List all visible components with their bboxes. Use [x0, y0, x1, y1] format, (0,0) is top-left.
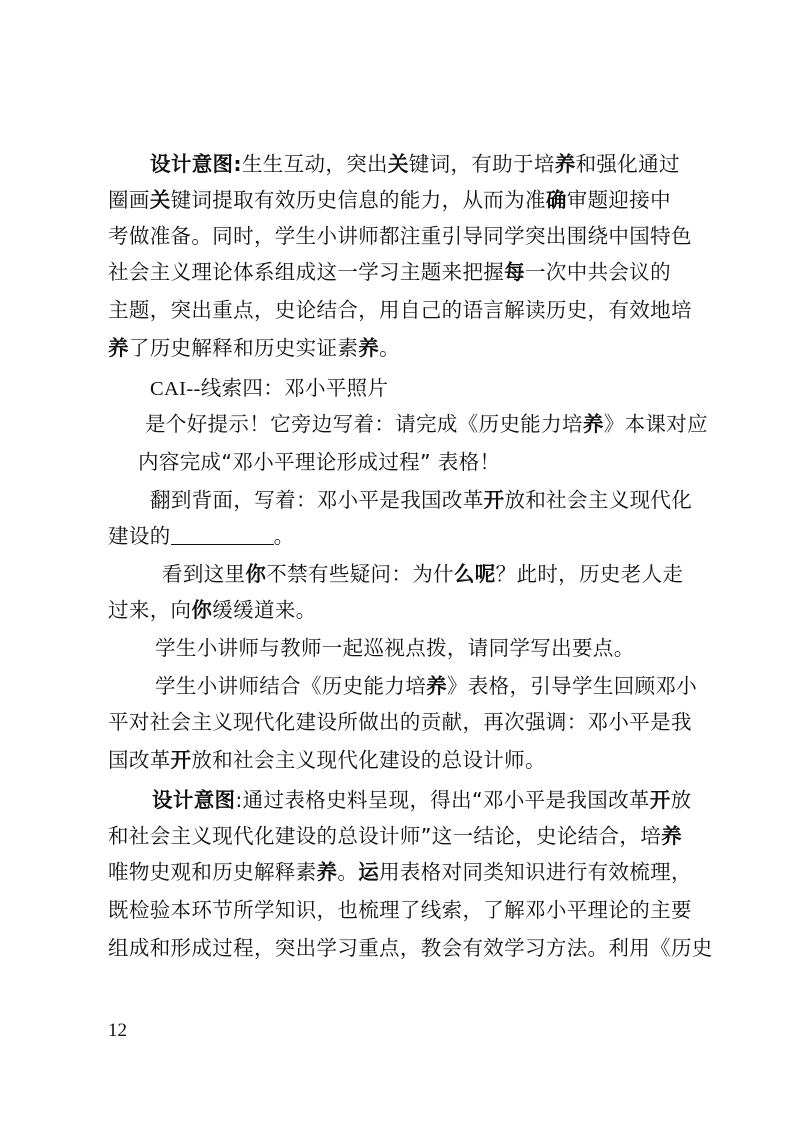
bold-run: 养: [554, 152, 576, 176]
text-line: [150, 150, 680, 178]
bold-run: 关: [387, 152, 409, 176]
text-run: 放和社会主义现代化: [504, 488, 693, 512]
design-intent-label: 设计意图:: [150, 152, 242, 176]
page-number: 12: [108, 1020, 127, 1041]
text-line: [108, 858, 692, 886]
bold-run: 运: [358, 860, 380, 884]
text-line: [152, 786, 692, 814]
bold-run: 开: [170, 748, 192, 772]
text-line: [155, 672, 697, 700]
text-line: [150, 486, 692, 514]
bold-run: 么呢: [453, 562, 496, 586]
text-run: 是个好提示！它旁边写着：请完成《历史能力培: [145, 412, 583, 436]
text-line: [108, 334, 400, 362]
text-line: 组成和形成过程，突出学习重点，教会有效学习方法。利用《历史: [108, 936, 713, 960]
text-run: 和强化通过: [575, 152, 680, 176]
text-run: 键词提取有效历史信息的能力，从而为准: [170, 188, 546, 212]
text-run: 放: [670, 788, 692, 812]
bold-run: 每: [504, 260, 526, 284]
bold-run: 你: [191, 598, 213, 622]
text-run: 生生互动，突出: [241, 152, 388, 176]
text-run: 过来，向: [108, 598, 192, 622]
text-run: 键词，有助于培: [408, 152, 555, 176]
text-line: [108, 746, 546, 774]
text-run: 一次中共会议的: [525, 260, 671, 284]
text-run: 社会主义理论体系组成这一学习主题来把握: [108, 260, 505, 284]
text-run: 。: [337, 860, 359, 884]
text-line: [108, 822, 682, 850]
text-run: 国改革: [108, 748, 171, 772]
text-run: ？此时，历史老人走: [495, 562, 684, 586]
text-run: 审题迎接中: [566, 188, 671, 212]
text-line: 考做准备。同时，学生小讲师都注重引导同学突出围绕中国特色: [108, 224, 692, 248]
bold-run: 养: [661, 824, 682, 848]
text-line: 内容完成“邓小平理论形成过程” 表格！: [138, 450, 501, 474]
text-line: 既检验本环节所学知识，也梳理了线索，了解邓小平理论的主要: [108, 898, 692, 922]
bold-run: 养: [426, 674, 447, 698]
text-run: 建设的: [108, 524, 171, 548]
fill-in-blank: [171, 524, 274, 545]
text-run: 唯物史观和历史解释素: [108, 860, 317, 884]
text-run: 和社会主义现代化建设的总设计师”这一结论，史论结合，培: [108, 824, 662, 848]
bold-run: 养: [316, 860, 338, 884]
bold-run: 开: [649, 788, 671, 812]
text-line: [145, 410, 708, 438]
cai-prefix: CAI--: [150, 378, 201, 400]
cai-clue-line: [150, 374, 388, 403]
text-run: 了历史解释和历史实证素: [128, 336, 359, 360]
text-line: [108, 522, 294, 550]
design-intent-label: 设计意图: [152, 788, 236, 812]
bold-run: 养: [358, 336, 380, 360]
text-run: 用表格对同类知识进行有效梳理，: [379, 860, 692, 884]
text-run: 缓缓道来。: [212, 598, 317, 622]
text-run: 学生小讲师结合《历史能力培: [155, 674, 427, 698]
text-line: 学生小讲师与教师一起巡视点拨，请同学写出要点。: [155, 636, 635, 660]
bold-run: 养: [582, 412, 604, 436]
text-line: 平对社会主义现代化建设所做出的贡献，再次强调：邓小平是我: [108, 710, 692, 734]
bold-run: 确: [545, 188, 567, 212]
text-run: 圈画: [108, 188, 150, 212]
bold-run: 养: [108, 336, 129, 360]
bold-run: 开: [483, 488, 505, 512]
bold-run: 你: [245, 562, 267, 586]
text-run: 放和社会主义现代化建设的总设计师。: [191, 748, 546, 772]
text-line: 主题，突出重点，史论结合，用自己的语言解读历史，有效地培: [108, 298, 692, 322]
text-line: [162, 560, 683, 588]
text-line: [108, 186, 671, 214]
text-run: 看到这里: [162, 562, 246, 586]
text-run: 翻到背面，写着：邓小平是我国改革: [150, 488, 484, 512]
text-line: [108, 596, 317, 624]
text-run: 不禁有些疑问：为什: [266, 562, 454, 586]
text-run: 》表格，引导学生回顾邓小: [446, 674, 698, 698]
text-run: 》本课对应: [603, 412, 708, 436]
text-run: 线索四：邓小平照片: [200, 376, 389, 400]
bold-run: 关: [149, 188, 171, 212]
text-run: :通过表格史料呈现，得出“邓小平是我国改革: [235, 788, 650, 812]
text-run: 。: [273, 524, 295, 548]
text-line: [108, 258, 671, 286]
text-run: 。: [379, 336, 400, 360]
